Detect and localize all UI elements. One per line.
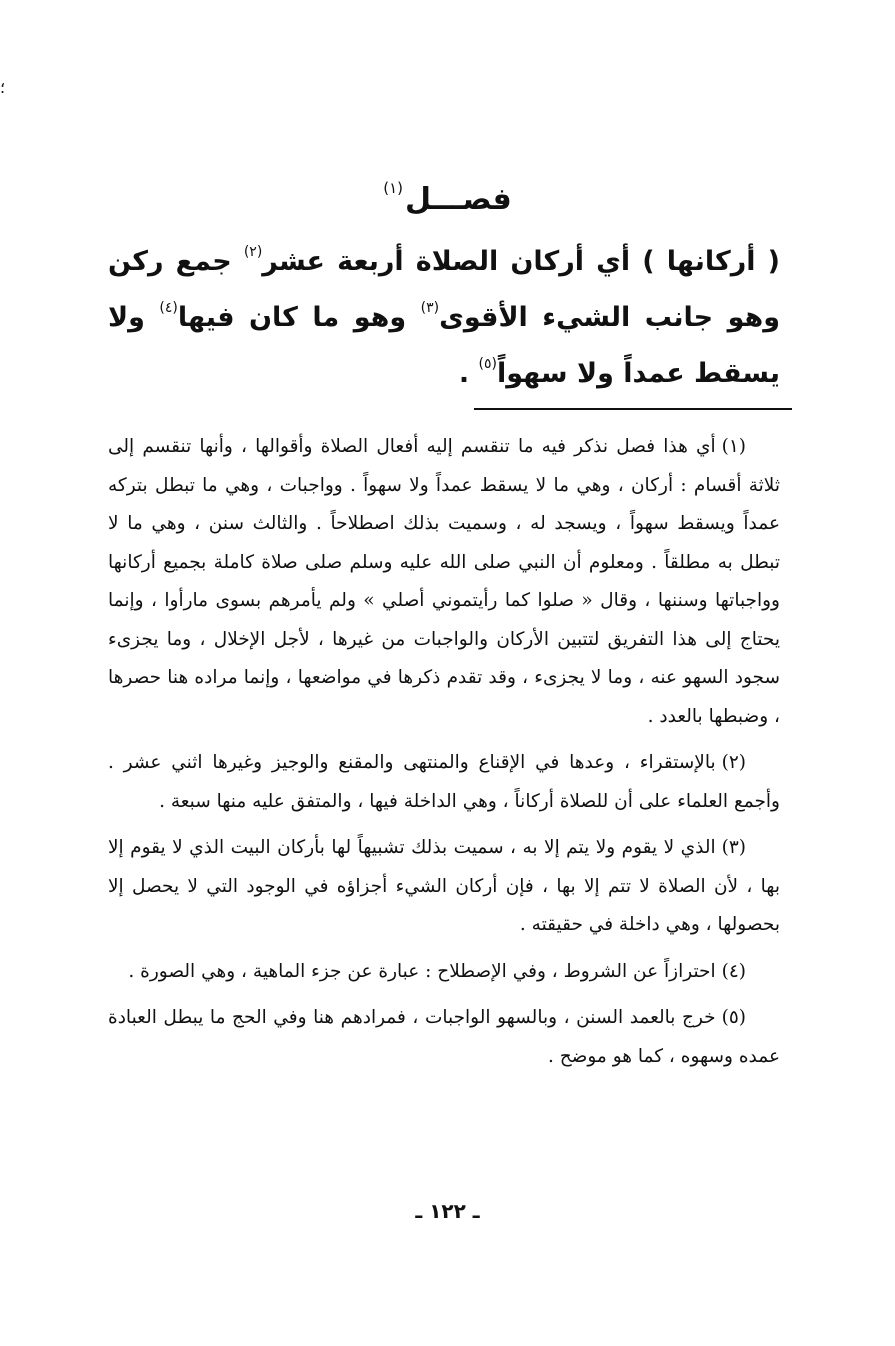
main-text-run-1: ( أركانها ) أي أركان الصلاة أربعة عشر xyxy=(262,246,780,277)
footnote-separator xyxy=(474,408,792,410)
footnote-5-text: خرج بالعمد السنن ، وبالسهو الواجبات ، فمرادهم هنا وفي الحج ما يبطل العبادة عمده وسهوه ، كما هو موضح . xyxy=(108,1007,780,1067)
main-text-run-5: . xyxy=(458,358,479,389)
footnote-1-number: (١) xyxy=(721,436,746,457)
edge-mark: ؛ xyxy=(0,78,6,97)
main-paragraph xyxy=(108,234,780,402)
page-number: ـ ١٢٢ ـ xyxy=(415,1199,480,1223)
footnote-ref-4: (٤) xyxy=(159,300,178,316)
footnote-2-number: (٢) xyxy=(721,752,746,773)
footnote-4 xyxy=(108,953,780,992)
footnote-2 xyxy=(108,744,780,821)
footnote-3-text: الذي لا يقوم ولا يتم إلا به ، سميت بذلك تشبيهاً لها بأركان البيت الذي لا يقوم إلا بها ، لأن الصلاة لا تتم إلا بها ، فإن أركان الشيء أجزاؤه في الوجود التي لا يحصل إلا بحصولها ، وهي داخلة في حقيقته . xyxy=(108,837,780,935)
footnote-3-number: (٣) xyxy=(721,837,746,858)
footnote-1 xyxy=(108,428,780,736)
footnote-4-text: احترازاً عن الشروط ، وفي الإصطلاح : عبارة عن جزء الماهية ، وهي الصورة . xyxy=(128,960,716,982)
footnote-4-number: (٤) xyxy=(721,960,746,982)
footnote-ref-2: (٢) xyxy=(243,244,263,260)
footnote-ref-3: (٣) xyxy=(420,300,440,316)
footnote-ref-5: (٥) xyxy=(478,356,497,372)
footnote-1-text: أي هذا فصل نذكر فيه ما تنقسم إليه أفعال الصلاة وأقوالها ، وأنها تنقسم إلى ثلاثة أقسام : أركان ، وهي ما لا يسقط عمداً ولا سهواً . وواجبات ، وهي ما تبطل بتركه عمداً ويسقط سهواً ، ويسجد له ، وسميت بذلك اصطلاحاً . والثالث سنن ، وهي ما لا تبطل به مطلقاً . ومعلوم أن النبي صلى الله عليه وسلم صلى صلاة كاملة بجميع أركانها وواجباتها وسننها ، وقال « صلوا كما رأيتموني أصلي » ولم يأمرهم بسوى مارأوا ، وإنما يحتاج إلى هذا التفريق لتتبين الأركان والواجبات من غيرها ، لأجل الإخلال ، وما يجزىء سجود السهو عنه ، وما لا يجزىء ، وقد تقدم ذكرها في مواضعها ، وإنما مراده هنا حصرها ، وضبطها بالعدد . xyxy=(108,436,780,727)
section-title: فصـــل xyxy=(405,182,512,217)
footnote-2-text: بالإستقراء ، وعدها في الإقناع والمنتهى والمقنع والوجيز وغيرها اثني عشر . وأجمع العلماء على أن للصلاة أركاناً ، وهي الداخلة فيها ، والمتفق عليه منها سبعة . xyxy=(108,752,780,812)
main-text-run-4: ولا يسقط عمداً ولا سهواً xyxy=(108,302,780,389)
footnote-3 xyxy=(108,829,780,945)
footnote-5-number: (٥) xyxy=(721,1007,746,1028)
section-footnote-ref: (١) xyxy=(383,179,404,197)
main-text-run-3: وهو ما كان فيها xyxy=(177,302,421,333)
main-text-run-2: جمع ركن وهو جانب الشيء الأقوى xyxy=(108,246,780,333)
footnotes-section xyxy=(108,428,780,1084)
footnote-5 xyxy=(108,999,780,1076)
section-heading xyxy=(0,178,895,222)
